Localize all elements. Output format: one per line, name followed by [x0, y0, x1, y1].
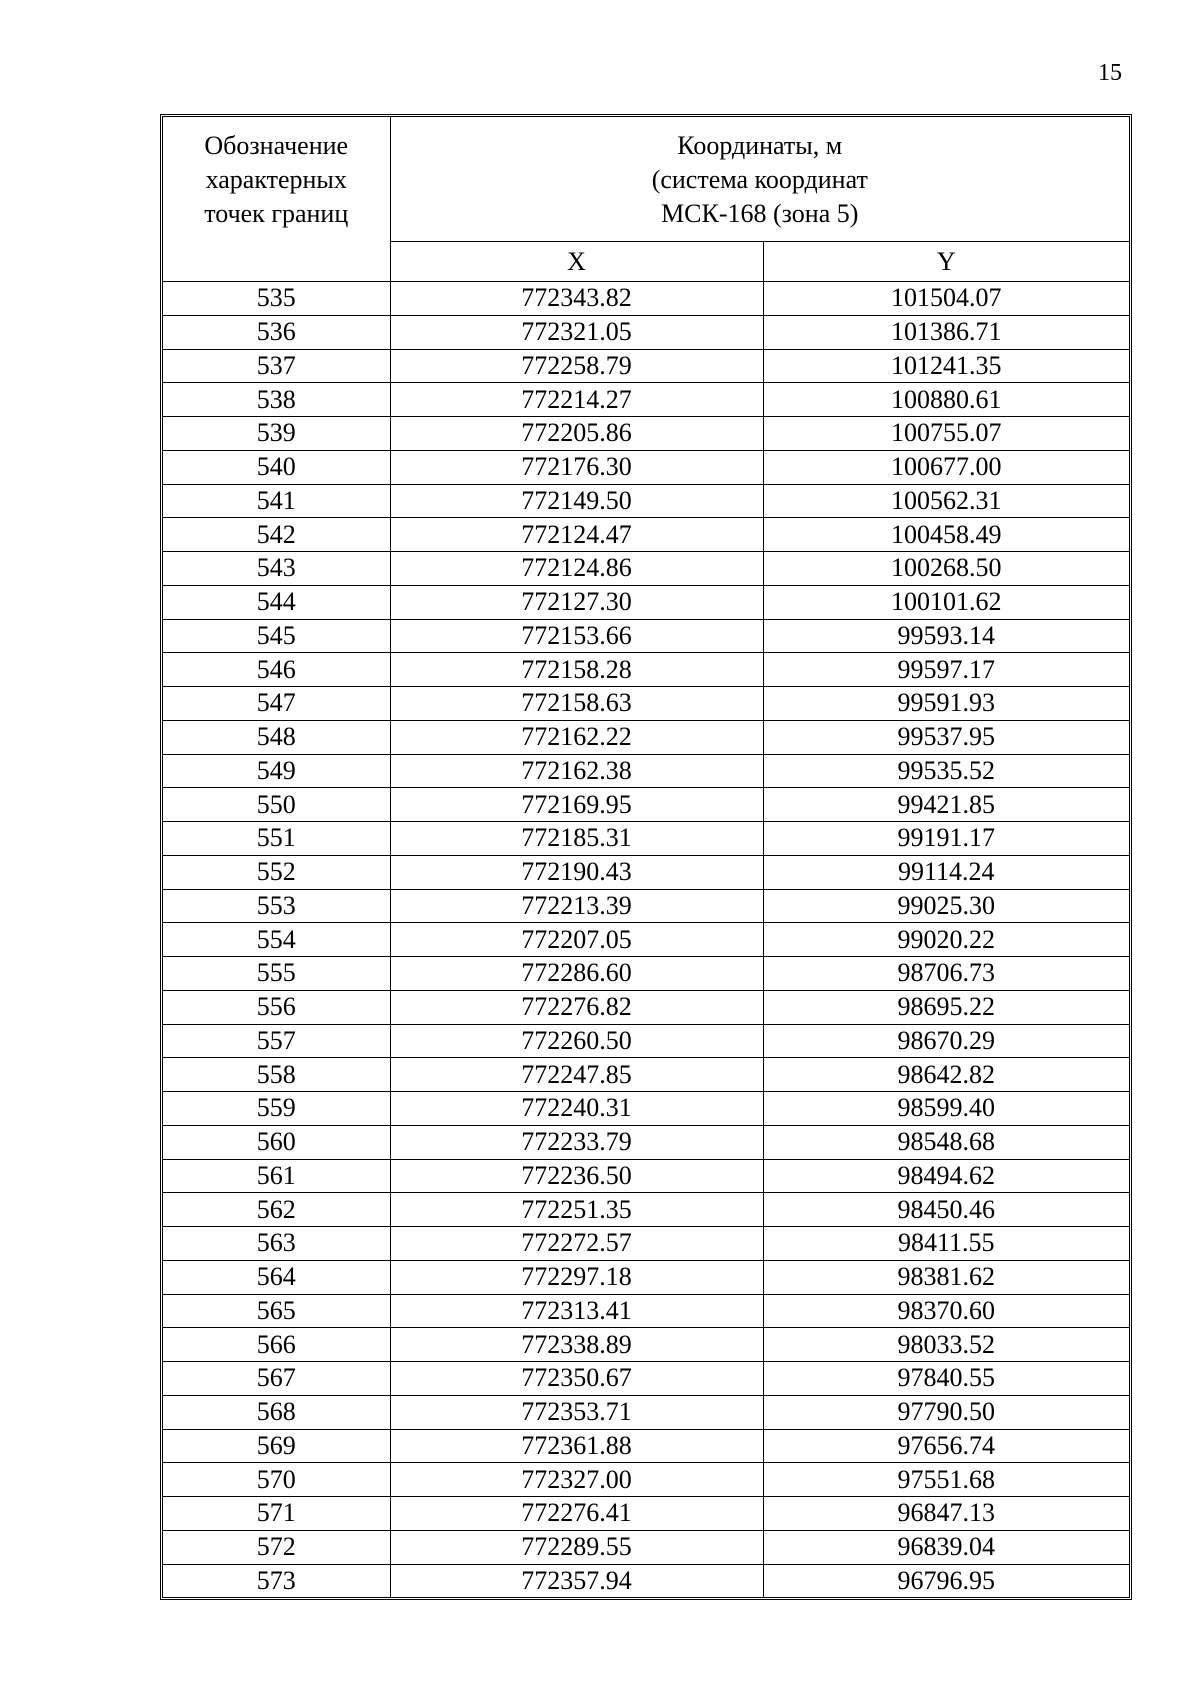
x-coordinate-cell: 772149.50 [390, 484, 763, 518]
y-coordinate-cell: 100880.61 [763, 383, 1129, 417]
y-coordinate-cell: 100458.49 [763, 518, 1129, 552]
y-coordinate-cell: 98670.29 [763, 1024, 1129, 1058]
header-coordinates-line: МСК-168 (зона 5) [661, 199, 859, 228]
table-row [163, 552, 1129, 586]
table-row [163, 1227, 1129, 1261]
table-body [163, 282, 1129, 1598]
x-coordinate-cell: 772338.89 [390, 1328, 763, 1362]
y-coordinate-cell: 99537.95 [763, 720, 1129, 754]
y-coordinate-cell: 96839.04 [763, 1530, 1129, 1564]
header-x: X [390, 242, 763, 282]
point-number-cell: 570 [163, 1463, 390, 1497]
point-number-cell: 535 [163, 282, 390, 316]
header-designation-line: Обозначение [204, 131, 349, 160]
x-coordinate-cell: 772233.79 [390, 1125, 763, 1159]
x-coordinate-cell: 772350.67 [390, 1362, 763, 1396]
table-row [163, 788, 1129, 822]
x-coordinate-cell: 772286.60 [390, 957, 763, 991]
x-coordinate-cell: 772297.18 [390, 1260, 763, 1294]
x-coordinate-cell: 772361.88 [390, 1429, 763, 1463]
header-coordinates-line: (система координат [651, 165, 868, 194]
y-coordinate-cell: 101504.07 [763, 282, 1129, 316]
table-row [163, 822, 1129, 856]
point-number-cell: 559 [163, 1092, 390, 1126]
x-coordinate-cell: 772124.86 [390, 552, 763, 586]
table-row [163, 957, 1129, 991]
y-coordinate-cell: 99597.17 [763, 653, 1129, 687]
x-coordinate-cell: 772289.55 [390, 1530, 763, 1564]
y-coordinate-cell: 97656.74 [763, 1429, 1129, 1463]
table-row [163, 417, 1129, 451]
y-coordinate-cell: 98599.40 [763, 1092, 1129, 1126]
table-row [163, 1260, 1129, 1294]
y-coordinate-cell: 98370.60 [763, 1294, 1129, 1328]
table-row [163, 687, 1129, 721]
y-coordinate-cell: 98642.82 [763, 1058, 1129, 1092]
point-number-cell: 573 [163, 1564, 390, 1597]
y-coordinate-cell: 99591.93 [763, 687, 1129, 721]
y-coordinate-cell: 99114.24 [763, 855, 1129, 889]
point-number-cell: 547 [163, 687, 390, 721]
y-coordinate-cell: 97790.50 [763, 1395, 1129, 1429]
point-number-cell: 571 [163, 1497, 390, 1531]
point-number-cell: 538 [163, 383, 390, 417]
table-row [163, 1362, 1129, 1396]
y-coordinate-cell: 101386.71 [763, 315, 1129, 349]
x-coordinate-cell: 772153.66 [390, 619, 763, 653]
header-y: Y [763, 242, 1129, 282]
table-row [163, 282, 1129, 316]
point-number-cell: 543 [163, 552, 390, 586]
table-row [163, 1564, 1129, 1597]
point-number-cell: 551 [163, 822, 390, 856]
y-coordinate-cell: 99421.85 [763, 788, 1129, 822]
table-row [163, 383, 1129, 417]
y-coordinate-cell: 99025.30 [763, 889, 1129, 923]
point-number-cell: 536 [163, 315, 390, 349]
table-row [163, 1058, 1129, 1092]
x-coordinate-cell: 772158.28 [390, 653, 763, 687]
table-row [163, 1429, 1129, 1463]
x-coordinate-cell: 772162.38 [390, 754, 763, 788]
point-number-cell: 549 [163, 754, 390, 788]
point-number-cell: 553 [163, 889, 390, 923]
x-coordinate-cell: 772205.86 [390, 417, 763, 451]
y-coordinate-cell: 97840.55 [763, 1362, 1129, 1396]
point-number-cell: 545 [163, 619, 390, 653]
header-designation-line: точек границ [204, 199, 349, 228]
x-coordinate-cell: 772158.63 [390, 687, 763, 721]
header-coordinates [390, 117, 1129, 242]
y-coordinate-cell: 98706.73 [763, 957, 1129, 991]
y-coordinate-cell: 99593.14 [763, 619, 1129, 653]
x-coordinate-cell: 772214.27 [390, 383, 763, 417]
x-coordinate-cell: 772190.43 [390, 855, 763, 889]
table-row [163, 1463, 1129, 1497]
table-row [163, 619, 1129, 653]
table-row [163, 889, 1129, 923]
x-coordinate-cell: 772321.05 [390, 315, 763, 349]
y-coordinate-cell: 98450.46 [763, 1193, 1129, 1227]
table-row [163, 1193, 1129, 1227]
coordinates-table [163, 117, 1129, 1597]
point-number-cell: 558 [163, 1058, 390, 1092]
y-coordinate-cell: 98411.55 [763, 1227, 1129, 1261]
x-coordinate-cell: 772247.85 [390, 1058, 763, 1092]
x-coordinate-cell: 772260.50 [390, 1024, 763, 1058]
table-row [163, 855, 1129, 889]
x-coordinate-cell: 772236.50 [390, 1159, 763, 1193]
x-coordinate-cell: 772169.95 [390, 788, 763, 822]
point-number-cell: 541 [163, 484, 390, 518]
point-number-cell: 563 [163, 1227, 390, 1261]
x-coordinate-cell: 772313.41 [390, 1294, 763, 1328]
y-coordinate-cell: 98548.68 [763, 1125, 1129, 1159]
y-coordinate-cell: 96847.13 [763, 1497, 1129, 1531]
table-row [163, 1328, 1129, 1362]
table-row [163, 754, 1129, 788]
y-coordinate-cell: 99535.52 [763, 754, 1129, 788]
point-number-cell: 569 [163, 1429, 390, 1463]
table-row [163, 1024, 1129, 1058]
y-coordinate-cell: 100268.50 [763, 552, 1129, 586]
table-header [163, 117, 1129, 282]
table-row [163, 1395, 1129, 1429]
x-coordinate-cell: 772162.22 [390, 720, 763, 754]
point-number-cell: 537 [163, 349, 390, 383]
x-coordinate-cell: 772258.79 [390, 349, 763, 383]
point-number-cell: 552 [163, 855, 390, 889]
table-row [163, 315, 1129, 349]
point-number-cell: 548 [163, 720, 390, 754]
table-row [163, 450, 1129, 484]
point-number-cell: 556 [163, 990, 390, 1024]
point-number-cell: 566 [163, 1328, 390, 1362]
table-row [163, 1125, 1129, 1159]
table-row [163, 484, 1129, 518]
y-coordinate-cell: 96796.95 [763, 1564, 1129, 1597]
point-number-cell: 565 [163, 1294, 390, 1328]
x-coordinate-cell: 772176.30 [390, 450, 763, 484]
y-coordinate-cell: 98033.52 [763, 1328, 1129, 1362]
table-row [163, 585, 1129, 619]
header-coordinates-line: Координаты, м [677, 131, 843, 160]
point-number-cell: 544 [163, 585, 390, 619]
point-number-cell: 560 [163, 1125, 390, 1159]
point-number-cell: 568 [163, 1395, 390, 1429]
x-coordinate-cell: 772207.05 [390, 923, 763, 957]
x-coordinate-cell: 772343.82 [390, 282, 763, 316]
x-coordinate-cell: 772276.82 [390, 990, 763, 1024]
point-number-cell: 539 [163, 417, 390, 451]
point-number-cell: 542 [163, 518, 390, 552]
y-coordinate-cell: 98381.62 [763, 1260, 1129, 1294]
y-coordinate-cell: 99020.22 [763, 923, 1129, 957]
table-row [163, 1497, 1129, 1531]
x-coordinate-cell: 772213.39 [390, 889, 763, 923]
x-coordinate-cell: 772251.35 [390, 1193, 763, 1227]
x-coordinate-cell: 772357.94 [390, 1564, 763, 1597]
y-coordinate-cell: 100677.00 [763, 450, 1129, 484]
y-coordinate-cell: 97551.68 [763, 1463, 1129, 1497]
x-coordinate-cell: 772185.31 [390, 822, 763, 856]
x-coordinate-cell: 772124.47 [390, 518, 763, 552]
x-coordinate-cell: 772240.31 [390, 1092, 763, 1126]
header-designation-line: характерных [205, 165, 347, 194]
y-coordinate-cell: 100755.07 [763, 417, 1129, 451]
point-number-cell: 546 [163, 653, 390, 687]
y-coordinate-cell: 98695.22 [763, 990, 1129, 1024]
point-number-cell: 550 [163, 788, 390, 822]
point-number-cell: 562 [163, 1193, 390, 1227]
y-coordinate-cell: 98494.62 [763, 1159, 1129, 1193]
point-number-cell: 557 [163, 1024, 390, 1058]
table-row [163, 720, 1129, 754]
table-row [163, 1092, 1129, 1126]
y-coordinate-cell: 100562.31 [763, 484, 1129, 518]
page-number: 15 [1098, 60, 1122, 86]
x-coordinate-cell: 772353.71 [390, 1395, 763, 1429]
point-number-cell: 567 [163, 1362, 390, 1396]
x-coordinate-cell: 772327.00 [390, 1463, 763, 1497]
point-number-cell: 554 [163, 923, 390, 957]
x-coordinate-cell: 772272.57 [390, 1227, 763, 1261]
table-row [163, 990, 1129, 1024]
header-point-designation [163, 117, 390, 282]
table-row [163, 1530, 1129, 1564]
y-coordinate-cell: 99191.17 [763, 822, 1129, 856]
x-coordinate-cell: 772127.30 [390, 585, 763, 619]
point-number-cell: 540 [163, 450, 390, 484]
table-row [163, 923, 1129, 957]
point-number-cell: 561 [163, 1159, 390, 1193]
y-coordinate-cell: 100101.62 [763, 585, 1129, 619]
y-coordinate-cell: 101241.35 [763, 349, 1129, 383]
table-row [163, 518, 1129, 552]
coordinates-table-container [160, 114, 1132, 1600]
point-number-cell: 555 [163, 957, 390, 991]
point-number-cell: 572 [163, 1530, 390, 1564]
table-row [163, 653, 1129, 687]
table-row [163, 1294, 1129, 1328]
x-coordinate-cell: 772276.41 [390, 1497, 763, 1531]
table-row [163, 349, 1129, 383]
table-row [163, 1159, 1129, 1193]
point-number-cell: 564 [163, 1260, 390, 1294]
